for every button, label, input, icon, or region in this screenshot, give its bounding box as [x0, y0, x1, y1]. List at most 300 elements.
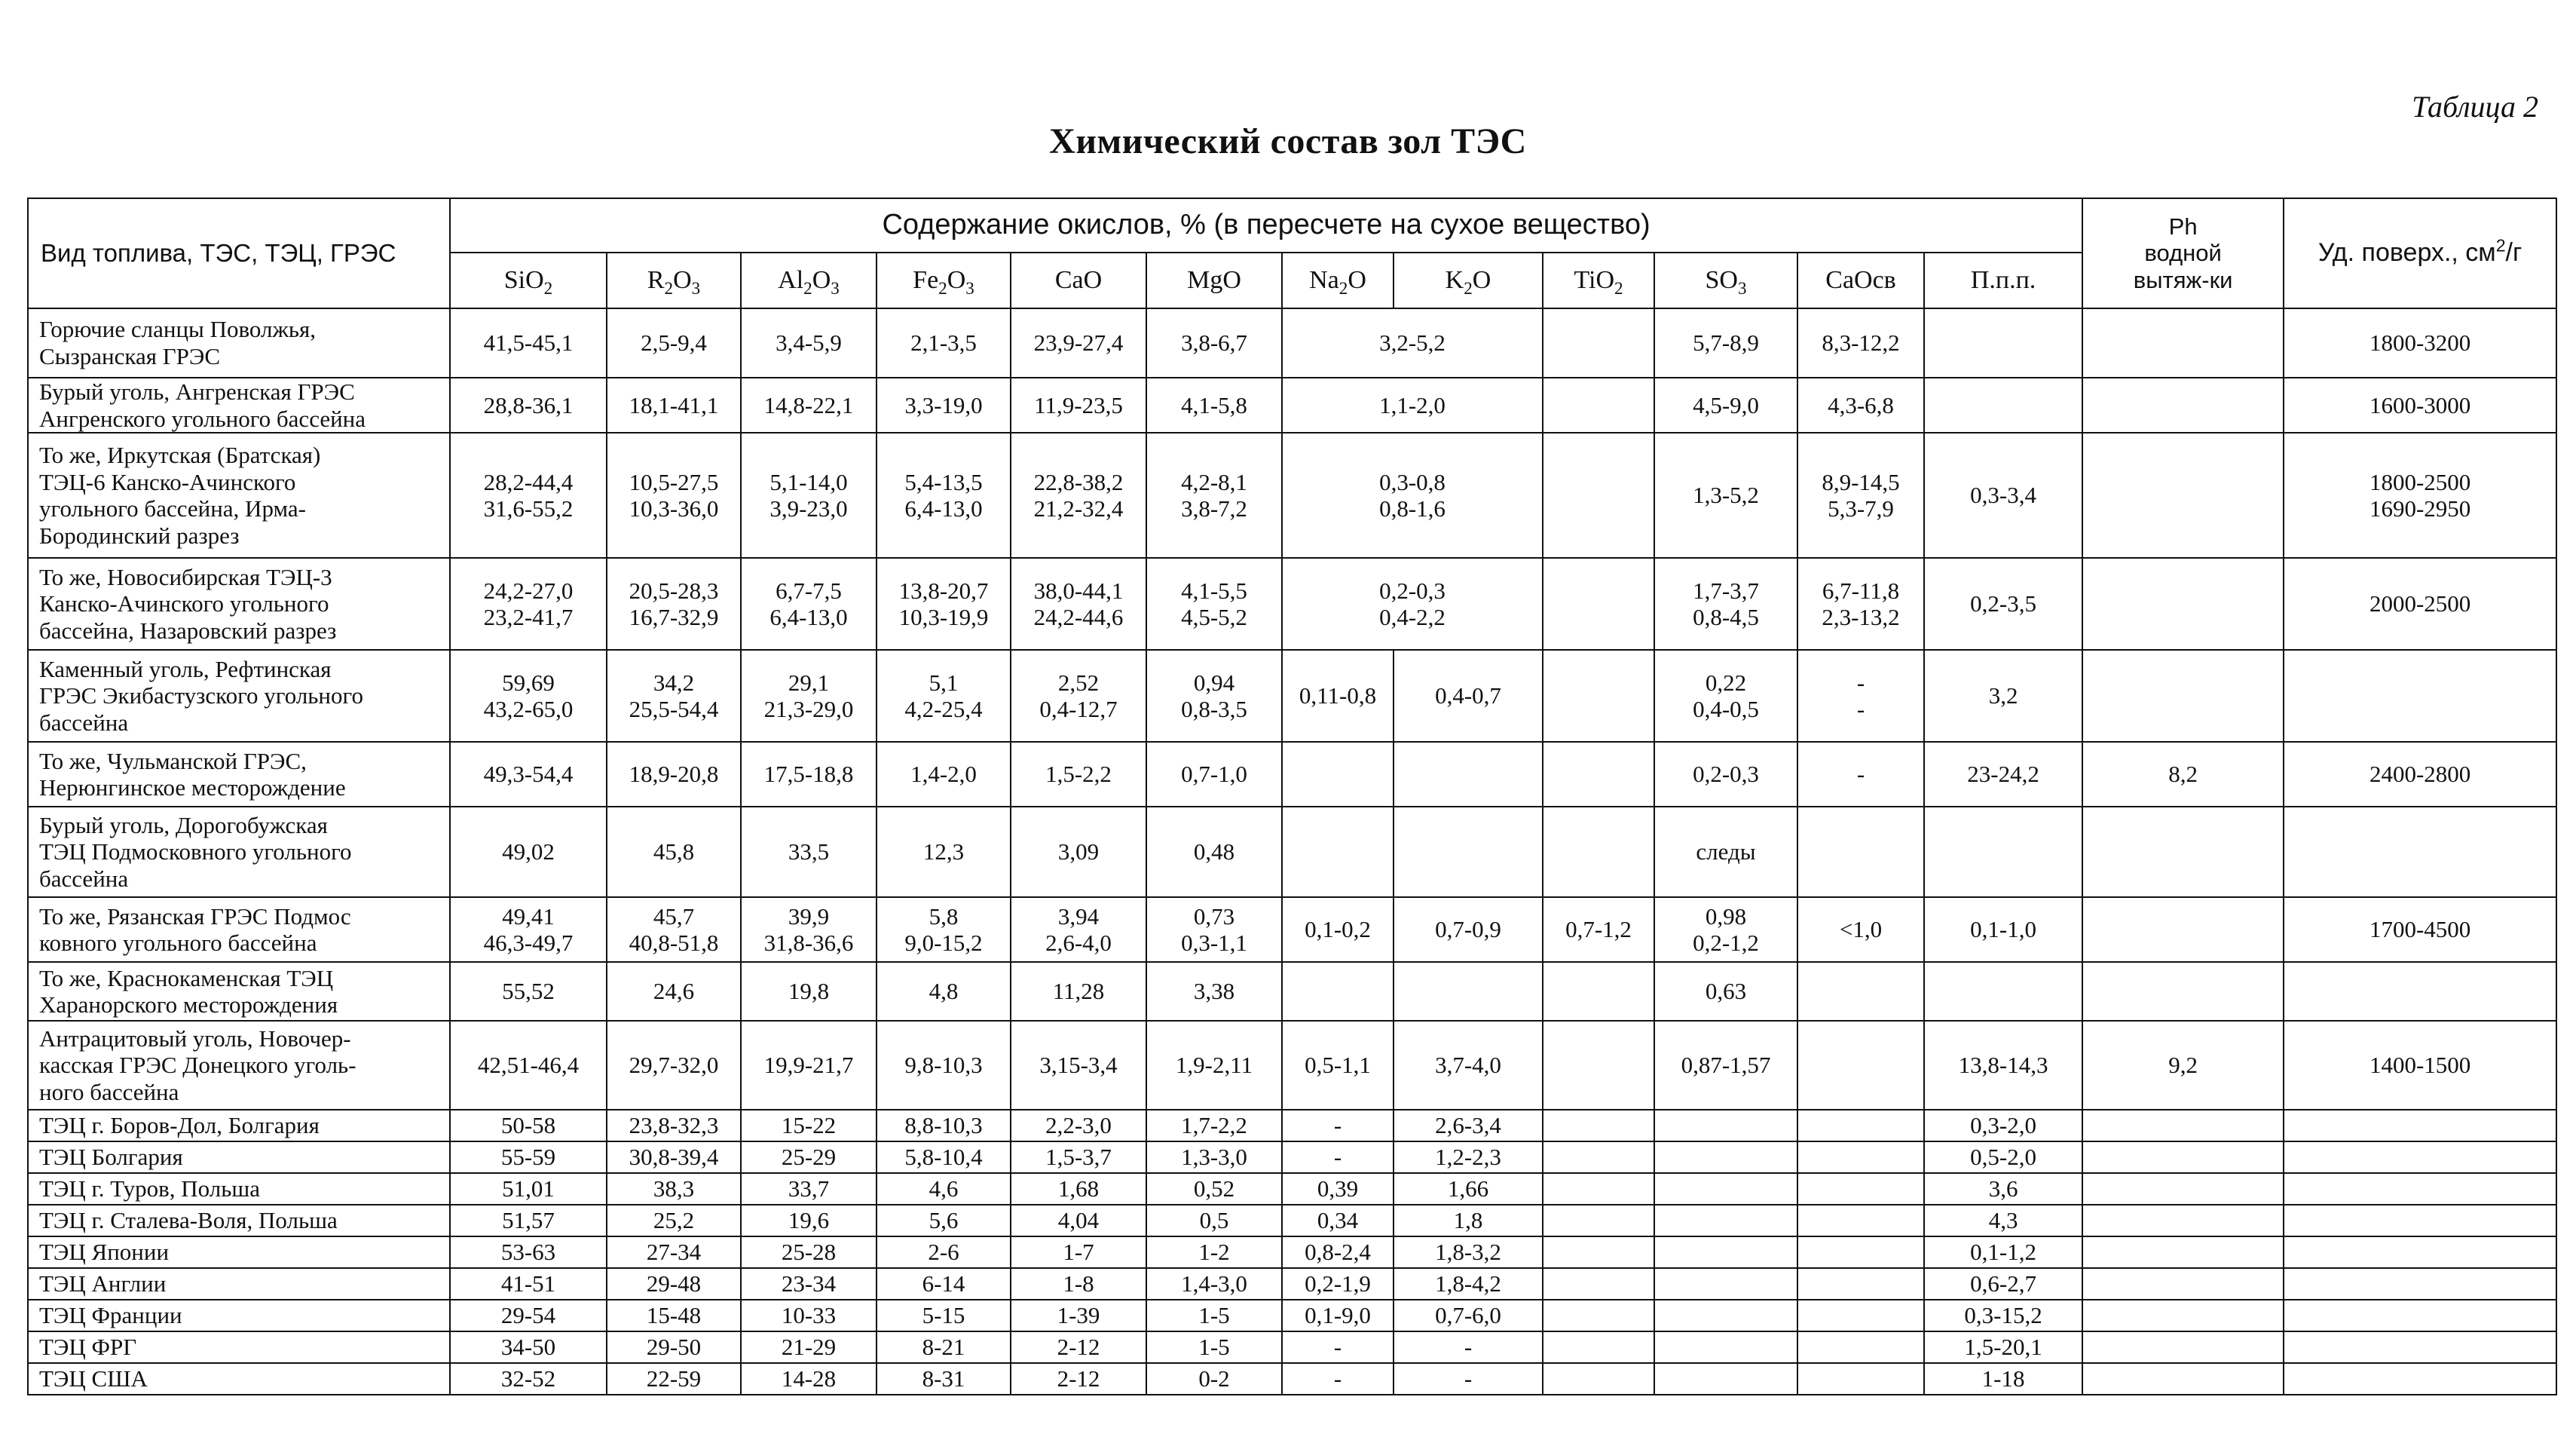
formula-base: MgO	[1187, 266, 1241, 295]
cell-ph	[2082, 897, 2284, 962]
cell-r2o3	[607, 558, 741, 650]
cell-line: Бородинский разрез	[39, 522, 240, 549]
cell-ph	[2082, 1331, 2284, 1363]
cell-r2o3: 29-50	[607, 1331, 741, 1363]
cell-fe2o3: 2,1-3,5	[877, 308, 1011, 378]
cell-line: 22,8-38,2	[1033, 468, 1124, 495]
cell-name	[28, 1236, 450, 1268]
cell-caosv	[1797, 1141, 1924, 1173]
table-number-label: Таблица 2	[2412, 90, 2538, 124]
cell-al2o3	[741, 558, 877, 650]
cell-k2o: 1,8-3,2	[1394, 1236, 1543, 1268]
cell-line: 6,7-7,5	[776, 577, 842, 604]
cell-line: ковного угольного бассейна	[39, 930, 317, 957]
cell-na2o	[1282, 807, 1394, 897]
table-row	[28, 378, 2556, 433]
cell-ppp: 0,5-2,0	[1924, 1141, 2082, 1173]
table-row	[28, 433, 2556, 558]
formula-subscript: 2	[1614, 279, 1623, 299]
table-title: Химический состав зол ТЭС	[1049, 121, 1527, 161]
formula-base: K	[1445, 266, 1464, 295]
header-ph-line1: Ph	[2168, 213, 2198, 240]
cell-fe2o3: 6-14	[877, 1268, 1011, 1300]
cell-ph	[2082, 1205, 2284, 1236]
cell-line: Бурый уголь, Дорогобужская	[39, 811, 328, 838]
header-ph-line2: водной	[2144, 240, 2222, 267]
cell-line: 29,1	[788, 669, 830, 696]
cell-cao: 1,5-2,2	[1011, 742, 1146, 807]
cell-al2o3: 33,5	[741, 807, 877, 897]
cell-tio2	[1543, 1331, 1654, 1363]
cell-sio2: 29-54	[450, 1300, 607, 1331]
cell-cao: 1,5-3,7	[1011, 1141, 1146, 1173]
cell-line: 0,8-3,5	[1181, 696, 1247, 723]
cell-line: -	[1856, 669, 1865, 696]
cell-al2o3: 19,9-21,7	[741, 1021, 877, 1110]
cell-na2o: -	[1282, 1363, 1394, 1395]
cell-line: 0,94	[1193, 669, 1235, 696]
header-surface-prefix: Уд. поверх., см	[2317, 238, 2496, 268]
cell-ppp: 0,3-3,4	[1924, 433, 2082, 558]
cell-line: 0,4-0,5	[1693, 696, 1759, 723]
cell-fe2o3	[877, 897, 1011, 962]
cell-ph	[2082, 558, 2284, 650]
cell-fe2o3: 12,3	[877, 807, 1011, 897]
cell-mgo: 3,38	[1146, 962, 1282, 1021]
cell-name	[28, 962, 450, 1021]
cell-ppp: 13,8-14,3	[1924, 1021, 2082, 1110]
cell-so3	[1654, 558, 1797, 650]
cell-line: ТЭЦ г. Сталева-Воля, Польша	[39, 1207, 338, 1234]
table-row	[28, 1173, 2556, 1205]
cell-caosv	[1797, 1300, 1924, 1331]
cell-line: 10,3-36,0	[629, 495, 719, 522]
cell-mgo	[1146, 897, 1282, 962]
cell-r2o3: 18,9-20,8	[607, 742, 741, 807]
cell-tio2	[1543, 308, 1654, 378]
cell-ppp: 0,2-3,5	[1924, 558, 2082, 650]
formula-base: Na	[1309, 266, 1339, 295]
cell-surf: 1800-3200	[2284, 308, 2556, 378]
cell-tio2: 0,7-1,2	[1543, 897, 1654, 962]
table-row	[28, 558, 2556, 650]
cell-line: 8,9-14,5	[1822, 468, 1900, 495]
cell-line: 0,2-1,2	[1693, 930, 1759, 957]
cell-r2o3: 15-48	[607, 1300, 741, 1331]
cell-ph	[2082, 308, 2284, 378]
cell-line: 3,8-7,2	[1181, 495, 1247, 522]
cell-na2o_k2o	[1282, 558, 1543, 650]
cell-cao: 2,2-3,0	[1011, 1110, 1146, 1141]
cell-sio2: 28,8-36,1	[450, 378, 607, 433]
cell-mgo	[1146, 558, 1282, 650]
cell-surf	[2284, 1363, 2556, 1395]
cell-r2o3: 29,7-32,0	[607, 1021, 741, 1110]
formula-tail: O	[947, 266, 966, 295]
formula-subscript: 2	[803, 279, 812, 299]
cell-na2o	[1282, 742, 1394, 807]
cell-line: 46,3-49,7	[483, 930, 574, 957]
cell-surf	[2284, 1236, 2556, 1268]
cell-line: 0,3-0,8	[1379, 468, 1446, 495]
cell-ph	[2082, 962, 2284, 1021]
cell-line: 3,94	[1057, 902, 1100, 930]
cell-line: 1800-2500	[2369, 468, 2471, 495]
cell-ph	[2082, 807, 2284, 897]
header-col-na2o	[1282, 253, 1394, 308]
cell-mgo: 1-5	[1146, 1331, 1282, 1363]
cell-line: 6,4-13,0	[904, 495, 983, 522]
cell-tio2	[1543, 742, 1654, 807]
cell-caosv	[1797, 650, 1924, 742]
formula-base: CaOсв	[1825, 266, 1896, 295]
cell-al2o3: 14,8-22,1	[741, 378, 877, 433]
cell-line: Горючие сланцы Поволжья,	[39, 316, 317, 343]
cell-r2o3: 29-48	[607, 1268, 741, 1300]
cell-surf: 2000-2500	[2284, 558, 2556, 650]
cell-ph	[2082, 1236, 2284, 1268]
cell-surf	[2284, 1110, 2556, 1141]
cell-caosv: <1,0	[1797, 897, 1924, 962]
cell-k2o: 0,4-0,7	[1394, 650, 1543, 742]
cell-line: 2,6-4,0	[1045, 930, 1112, 957]
cell-fe2o3: 9,8-10,3	[877, 1021, 1011, 1110]
formula-base: CaO	[1054, 266, 1103, 295]
header-col-r2o3	[607, 253, 741, 308]
formula-base: П.п.п.	[1970, 266, 2036, 295]
cell-al2o3: 10-33	[741, 1300, 877, 1331]
cell-line: 3,9-23,0	[769, 495, 848, 522]
header-ph-water-extract	[2082, 198, 2284, 308]
cell-surf	[2284, 807, 2556, 897]
cell-fe2o3: 8-31	[877, 1363, 1011, 1395]
cell-so3	[1654, 1300, 1797, 1331]
cell-so3: 1,3-5,2	[1654, 433, 1797, 558]
cell-line: 21,2-32,4	[1033, 495, 1124, 522]
formula-tail: O	[673, 266, 692, 295]
cell-al2o3: 17,5-18,8	[741, 742, 877, 807]
cell-cao	[1011, 897, 1146, 962]
cell-cao: 2-12	[1011, 1331, 1146, 1363]
cell-surf	[2284, 1205, 2556, 1236]
cell-line: -	[1856, 696, 1865, 723]
cell-k2o: -	[1394, 1331, 1543, 1363]
header-col-k2o	[1394, 253, 1543, 308]
formula-base: SiO	[503, 266, 544, 295]
cell-name	[28, 742, 450, 807]
cell-na2o: -	[1282, 1331, 1394, 1363]
cell-r2o3	[607, 433, 741, 558]
cell-k2o	[1394, 807, 1543, 897]
cell-al2o3	[741, 897, 877, 962]
cell-ppp: 3,2	[1924, 650, 2082, 742]
header-col-so3	[1654, 253, 1797, 308]
header-surface-sup: 2	[2495, 236, 2506, 256]
formula-base: SO	[1705, 266, 1738, 295]
cell-na2o: 0,2-1,9	[1282, 1268, 1394, 1300]
formula-subscript: 2	[938, 279, 947, 299]
cell-ppp: 0,6-2,7	[1924, 1268, 2082, 1300]
cell-mgo: 0,5	[1146, 1205, 1282, 1236]
cell-name	[28, 1300, 450, 1331]
cell-fe2o3: 8-21	[877, 1331, 1011, 1363]
cell-mgo: 1,4-3,0	[1146, 1268, 1282, 1300]
cell-r2o3: 23,8-32,3	[607, 1110, 741, 1141]
cell-line: 9,0-15,2	[904, 930, 983, 957]
cell-line: То же, Чульманской ГРЭС,	[39, 747, 307, 774]
cell-line: угольного бассейна, Ирма-	[39, 495, 306, 522]
cell-mgo: 1-5	[1146, 1300, 1282, 1331]
cell-na2o: 0,5-1,1	[1282, 1021, 1394, 1110]
cell-line: 2,52	[1057, 669, 1100, 696]
cell-sio2	[450, 558, 607, 650]
cell-sio2	[450, 433, 607, 558]
cell-al2o3	[741, 433, 877, 558]
table-row	[28, 1110, 2556, 1141]
cell-fe2o3: 5-15	[877, 1300, 1011, 1331]
cell-name	[28, 650, 450, 742]
header-surface-suffix: /г	[2505, 238, 2522, 268]
cell-line: Ангренского угольного бассейна	[39, 405, 366, 432]
cell-fe2o3	[877, 650, 1011, 742]
cell-tio2	[1543, 558, 1654, 650]
cell-surf: 1600-3000	[2284, 378, 2556, 433]
table-row	[28, 1300, 2556, 1331]
cell-name	[28, 1331, 450, 1363]
cell-sio2: 49,3-54,4	[450, 742, 607, 807]
cell-cao	[1011, 433, 1146, 558]
cell-mgo: 0,52	[1146, 1173, 1282, 1205]
formula-subscript-2: 3	[965, 279, 974, 299]
cell-line: бассейна, Назаровский разрез	[39, 617, 337, 645]
cell-line: 25,5-54,4	[629, 696, 719, 723]
cell-line: 2,3-13,2	[1822, 604, 1900, 631]
cell-sio2: 42,51-46,4	[450, 1021, 607, 1110]
cell-caosv	[1797, 1331, 1924, 1363]
cell-name	[28, 897, 450, 962]
cell-cao: 2-12	[1011, 1363, 1146, 1395]
formula-subscript: 2	[1464, 279, 1473, 299]
cell-line: Каменный уголь, Рефтинская	[39, 655, 332, 682]
cell-surf	[2284, 1173, 2556, 1205]
cell-na2o	[1282, 962, 1394, 1021]
cell-na2o: 0,8-2,4	[1282, 1236, 1394, 1268]
cell-cao: 1-39	[1011, 1300, 1146, 1331]
cell-line: ТЭЦ Франции	[39, 1302, 182, 1329]
cell-ppp	[1924, 962, 2082, 1021]
cell-caosv	[1797, 1173, 1924, 1205]
cell-na2o: -	[1282, 1141, 1394, 1173]
cell-so3	[1654, 897, 1797, 962]
cell-tio2	[1543, 807, 1654, 897]
cell-line: ТЭЦ Подмосковного угольного	[39, 838, 352, 865]
cell-line: 59,69	[502, 669, 555, 696]
cell-so3: 0,63	[1654, 962, 1797, 1021]
cell-line: То же, Новосибирская ТЭЦ-3	[39, 563, 332, 590]
cell-line: ТЭЦ ФРГ	[39, 1334, 137, 1361]
cell-mgo: 4,1-5,8	[1146, 378, 1282, 433]
cell-line: 4,2-8,1	[1181, 468, 1247, 495]
cell-cao: 4,04	[1011, 1205, 1146, 1236]
cell-so3	[1654, 1205, 1797, 1236]
cell-name	[28, 378, 450, 433]
cell-so3: 5,7-8,9	[1654, 308, 1797, 378]
cell-mgo: 1-2	[1146, 1236, 1282, 1268]
cell-tio2	[1543, 378, 1654, 433]
cell-line: 5,3-7,9	[1828, 495, 1894, 522]
cell-line: То же, Краснокаменская ТЭЦ	[39, 964, 334, 991]
cell-sio2: 49,02	[450, 807, 607, 897]
cell-ph	[2082, 1141, 2284, 1173]
header-col-ppp	[1924, 253, 2082, 308]
cell-line: 0,22	[1705, 669, 1747, 696]
cell-so3: 0,2-0,3	[1654, 742, 1797, 807]
cell-tio2	[1543, 1363, 1654, 1395]
cell-k2o: 1,66	[1394, 1173, 1543, 1205]
cell-surf	[2284, 1268, 2556, 1300]
cell-line: 23,2-41,7	[483, 604, 574, 631]
cell-r2o3: 45,8	[607, 807, 741, 897]
cell-na2o_k2o: 3,2-5,2	[1282, 308, 1543, 378]
cell-surf	[2284, 650, 2556, 742]
cell-mgo: 0,7-1,0	[1146, 742, 1282, 807]
cell-fe2o3: 5,8-10,4	[877, 1141, 1011, 1173]
cell-cao: 1-7	[1011, 1236, 1146, 1268]
cell-fe2o3: 4,6	[877, 1173, 1011, 1205]
cell-line: 49,41	[502, 902, 555, 930]
cell-line: 6,4-13,0	[769, 604, 848, 631]
cell-fe2o3: 1,4-2,0	[877, 742, 1011, 807]
cell-al2o3: 19,6	[741, 1205, 877, 1236]
cell-sio2: 55-59	[450, 1141, 607, 1173]
cell-fe2o3: 3,3-19,0	[877, 378, 1011, 433]
header-col-fe2o3	[877, 253, 1011, 308]
cell-name	[28, 1268, 450, 1300]
cell-line: 0,3-1,1	[1181, 930, 1247, 957]
cell-fe2o3: 8,8-10,3	[877, 1110, 1011, 1141]
table-row	[28, 1236, 2556, 1268]
cell-fe2o3: 2-6	[877, 1236, 1011, 1268]
cell-line: Харанорского месторождения	[39, 991, 338, 1019]
cell-cao: 3,15-3,4	[1011, 1021, 1146, 1110]
cell-na2o_k2o	[1282, 433, 1543, 558]
cell-surf	[2284, 962, 2556, 1021]
cell-sio2: 51,01	[450, 1173, 607, 1205]
cell-ph	[2082, 433, 2284, 558]
cell-mgo: 1,7-2,2	[1146, 1110, 1282, 1141]
cell-k2o	[1394, 962, 1543, 1021]
cell-ppp: 0,1-1,0	[1924, 897, 2082, 962]
formula-base: Fe	[913, 266, 939, 295]
cell-name	[28, 1141, 450, 1173]
cell-tio2	[1543, 650, 1654, 742]
cell-caosv	[1797, 1110, 1924, 1141]
cell-line: ТЭЦ Болгария	[39, 1144, 183, 1171]
cell-line: 20,5-28,3	[629, 577, 719, 604]
table-row	[28, 1331, 2556, 1363]
table-row	[28, 807, 2556, 897]
cell-caosv	[1797, 1021, 1924, 1110]
cell-sio2: 32-52	[450, 1363, 607, 1395]
cell-line: ТЭЦ г. Туров, Польша	[39, 1175, 261, 1202]
cell-name	[28, 433, 450, 558]
cell-r2o3: 24,6	[607, 962, 741, 1021]
cell-line: 0,2-0,3	[1379, 577, 1446, 604]
cell-ppp: 1-18	[1924, 1363, 2082, 1395]
cell-cao: 11,28	[1011, 962, 1146, 1021]
cell-line: ного бассейна	[39, 1079, 179, 1106]
cell-line: ГРЭС Экибастузского угольного	[39, 682, 363, 709]
formula-subscript-2: 3	[691, 279, 701, 299]
cell-line: 4,5-5,2	[1181, 604, 1247, 631]
cell-so3	[1654, 1363, 1797, 1395]
cell-line: Антрацитовый уголь, Новочер-	[39, 1025, 351, 1052]
cell-line: 24,2-44,6	[1033, 604, 1124, 631]
header-col-tio2	[1543, 253, 1654, 308]
cell-na2o: 0,1-9,0	[1282, 1300, 1394, 1331]
cell-na2o: 0,39	[1282, 1173, 1394, 1205]
cell-na2o: -	[1282, 1110, 1394, 1141]
cell-line: Бурый уголь, Ангренская ГРЭС	[39, 378, 355, 405]
formula-subscript: 2	[664, 279, 674, 299]
cell-tio2	[1543, 1141, 1654, 1173]
table-row	[28, 308, 2556, 378]
cell-line: 13,8-20,7	[898, 577, 989, 604]
cell-al2o3: 23-34	[741, 1268, 877, 1300]
cell-caosv	[1797, 1205, 1924, 1236]
formula-tail: O	[1472, 266, 1491, 295]
cell-so3	[1654, 1268, 1797, 1300]
cell-sio2: 41-51	[450, 1268, 607, 1300]
formula-subscript-2: 3	[831, 279, 840, 299]
cell-na2o: 0,34	[1282, 1205, 1394, 1236]
cell-r2o3: 25,2	[607, 1205, 741, 1236]
cell-line: 31,8-36,6	[763, 930, 854, 957]
cell-caosv: 4,3-6,8	[1797, 378, 1924, 433]
cell-k2o: -	[1394, 1363, 1543, 1395]
cell-line: 10,3-19,9	[898, 604, 989, 631]
cell-caosv	[1797, 1268, 1924, 1300]
cell-caosv	[1797, 558, 1924, 650]
cell-line: 38,0-44,1	[1033, 577, 1124, 604]
cell-name	[28, 1363, 450, 1395]
formula-tail: O	[812, 266, 831, 295]
cell-ppp: 23-24,2	[1924, 742, 2082, 807]
cell-mgo	[1146, 650, 1282, 742]
cell-al2o3: 33,7	[741, 1173, 877, 1205]
header-oxides-content: Содержание окислов, % (в пересчете на сухое вещество)	[450, 198, 2082, 253]
cell-surf: 1400-1500	[2284, 1021, 2556, 1110]
cell-al2o3: 25-28	[741, 1236, 877, 1268]
cell-line: 0,73	[1193, 902, 1235, 930]
cell-line: 1690-2950	[2369, 495, 2471, 522]
cell-caosv	[1797, 1236, 1924, 1268]
cell-line: ТЭЦ г. Боров-Дол, Болгария	[39, 1112, 320, 1139]
cell-tio2	[1543, 433, 1654, 558]
cell-ph	[2082, 1300, 2284, 1331]
table-row	[28, 1021, 2556, 1110]
cell-sio2	[450, 897, 607, 962]
cell-line: 31,6-55,2	[483, 495, 574, 522]
cell-sio2: 41,5-45,1	[450, 308, 607, 378]
cell-ph	[2082, 378, 2284, 433]
cell-ppp: 0,3-15,2	[1924, 1300, 2082, 1331]
cell-caosv: 8,3-12,2	[1797, 308, 1924, 378]
formula-subscript: 2	[1338, 279, 1348, 299]
table-row	[28, 742, 2556, 807]
cell-ph	[2082, 650, 2284, 742]
cell-line: Сызранская ГРЭС	[39, 343, 221, 369]
